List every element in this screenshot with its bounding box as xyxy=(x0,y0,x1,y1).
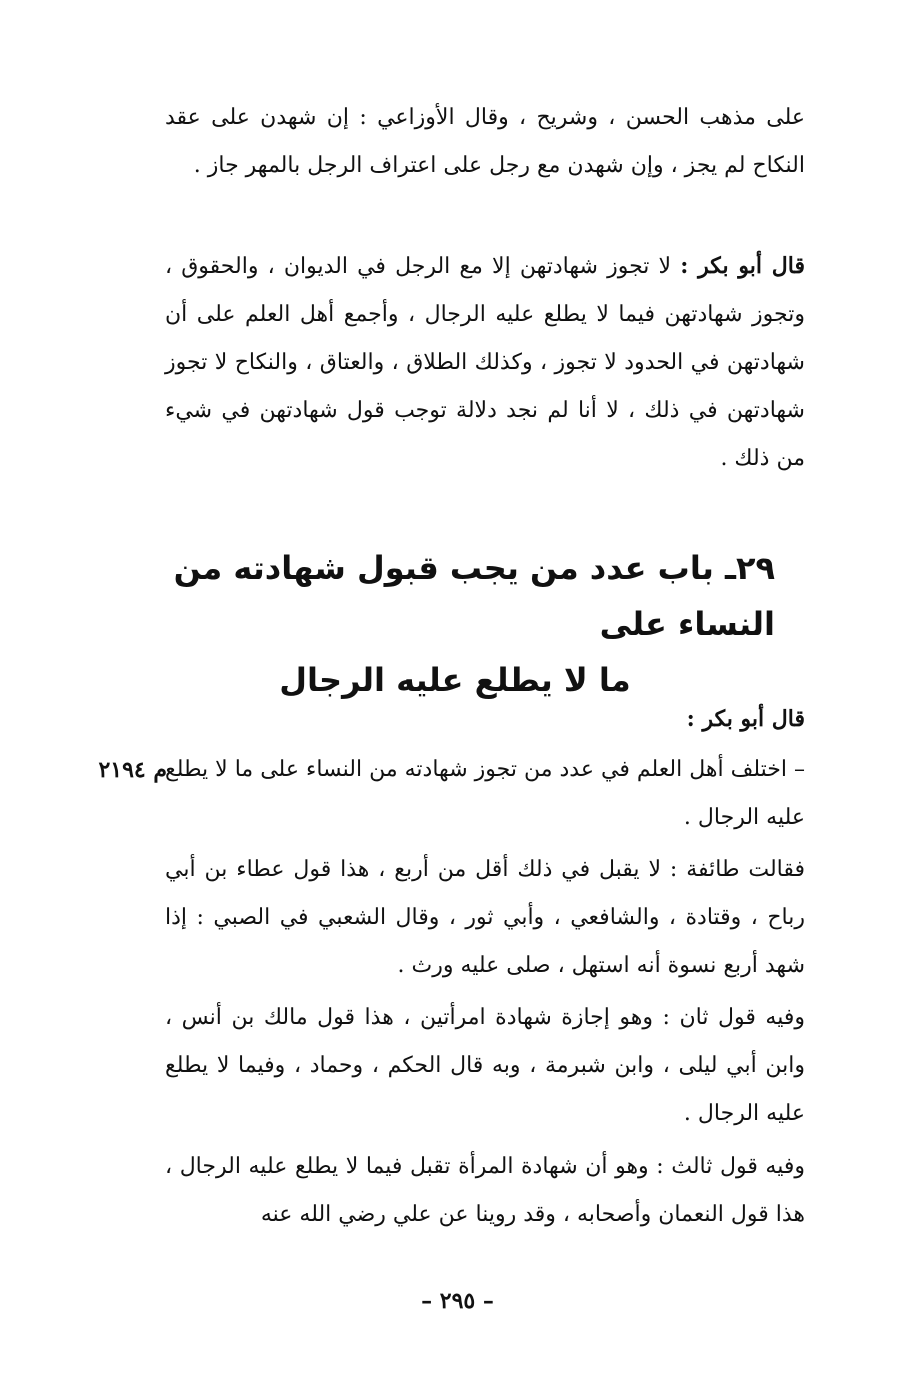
opening-paragraph xyxy=(165,94,805,190)
opinion-1: فقالت طائفة : لا يقبل في ذلك أقل من أربع ، هذا قول عطاء بن أبي رباح ، وقتادة ، والشافعي ، وأبي ثور ، وقال الشعبي في الصبي : إذا شهد أربع نسوة أنه استهل ، صلى عليه ورث . xyxy=(165,857,805,978)
abubakr-paragraph xyxy=(165,242,805,483)
issue-number: م ٢١٩٤ xyxy=(98,757,167,783)
chapter-heading xyxy=(135,540,775,708)
issue-text: – اختلف أهل العلم في عدد من تجوز شهادته من النساء على ما لا يطلع عليه الرجال . xyxy=(165,757,805,830)
abubakr-text: لا تجوز شهادتهن إلا مع الرجل في الديوان ، والحقوق ، وتجوز شهادتهن فيما لا يطلع عليه الرجال ، وأجمع أهل العلم على أن شهادتهن في الحدود لا تجوز ، وكذلك الطلاق ، والعتاق ، والنكاح لا تجوز شهادتهن في ذلك ، لا أنا لم نجد دلالة توجب قول شهادتهن في شيء من ذلك . xyxy=(165,254,805,471)
section-speaker: قال أبو بكر : xyxy=(686,706,805,732)
opening-text: على مذهب الحسن ، وشريح ، وقال الأوزاعي : إن شهدن على عقد النكاح لم يجز ، وإن شهدن مع رجل على اعتراف الرجل بالمهر جاز . xyxy=(165,105,805,178)
page-number: – ٢٩٥ – xyxy=(421,1288,494,1314)
issue-paragraph xyxy=(165,746,805,842)
chapter-heading-line1: ٢٩ـ باب عدد من يجب قبول شهادته من النساء على xyxy=(173,549,775,643)
speaker-label: قال أبو بكر : xyxy=(680,253,805,279)
chapter-heading-line2: ما لا يطلع عليه الرجال xyxy=(279,661,631,699)
opinion-2: وفيه قول ثان : وهو إجازة شهادة امرأتين ، هذا قول مالك بن أنس ، وابن أبي ليلى ، وابن شبرمة ، وبه قال الحكم ، وحماد ، وفيما لا يطلع عليه الرجال . xyxy=(165,1005,805,1126)
opinion-3: وفيه قول ثالث : وهو أن شهادة المرأة تقبل فيما لا يطلع عليه الرجال ، هذا قول النعمان وأصحابه ، وقد روينا عن علي رضي الله عنه xyxy=(165,1154,805,1227)
